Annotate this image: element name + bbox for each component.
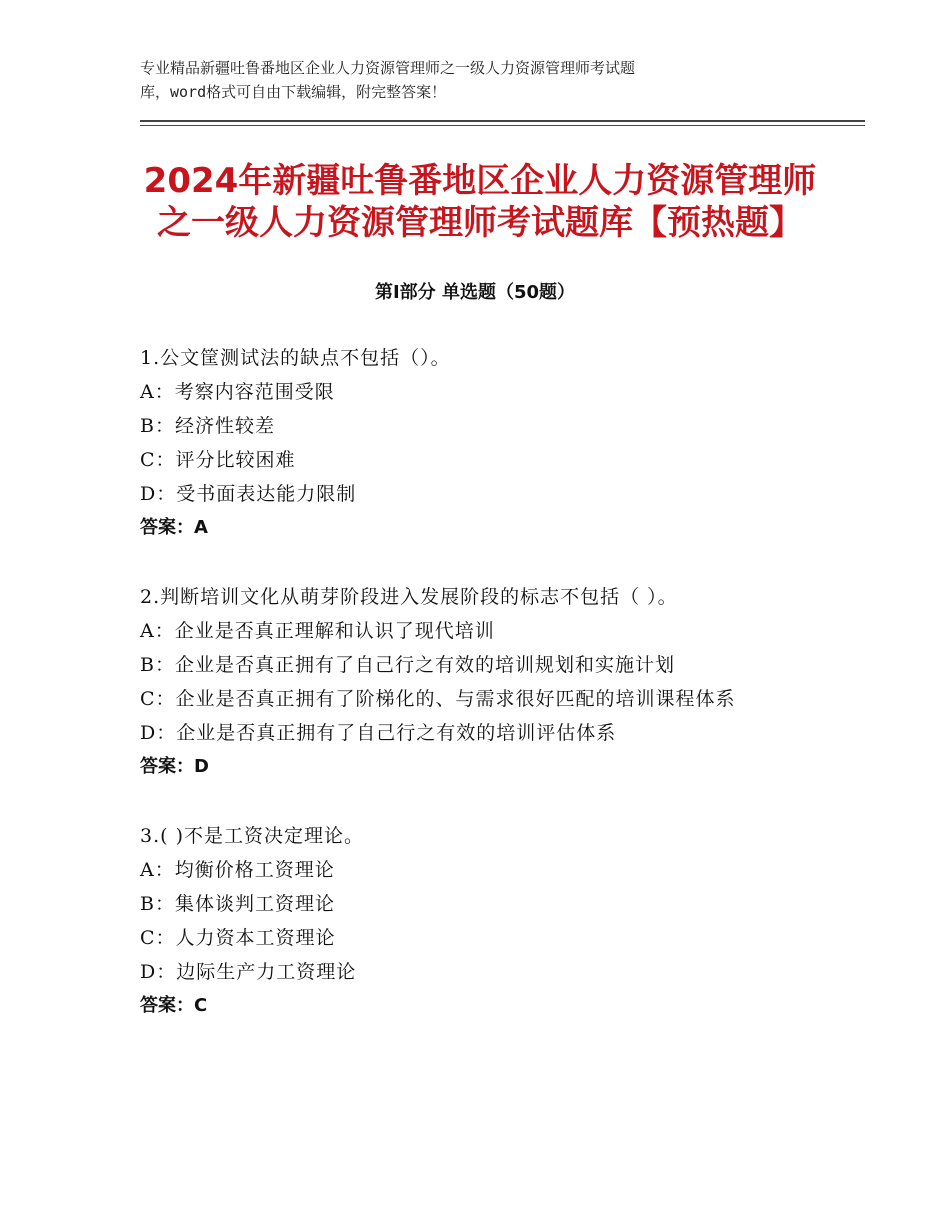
title-line-2: 之一级人力资源管理师考试题库【预热题】 — [157, 203, 803, 243]
option-b: B：企业是否真正拥有了自己行之有效的培训规划和实施计划 — [140, 654, 675, 676]
option-d: D：企业是否真正拥有了自己行之有效的培训评估体系 — [140, 722, 617, 744]
question-text: 3.( )不是工资决定理论。 — [140, 825, 364, 847]
option-a: A：均衡价格工资理论 — [140, 859, 335, 881]
answer: 答案：D — [140, 756, 209, 777]
option-c: C：人力资本工资理论 — [140, 927, 336, 949]
question-text: 2.判断培训文化从萌芽阶段进入发展阶段的标志不包括（ ）。 — [140, 586, 678, 608]
question-text: 1.公文筐测试法的缺点不包括（）。 — [140, 347, 451, 369]
option-a: A：考察内容范围受限 — [140, 381, 335, 403]
page-header — [140, 56, 820, 104]
option-b: B：集体谈判工资理论 — [140, 893, 335, 915]
option-d: D：受书面表达能力限制 — [140, 483, 357, 505]
header-divider-thin — [140, 125, 865, 126]
question-2 — [140, 580, 860, 784]
header-line-1: 专业精品新疆吐鲁番地区企业人力资源管理师之一级人力资源管理师考试题 — [140, 59, 636, 77]
document-title — [140, 160, 820, 244]
option-c: C：企业是否真正拥有了阶梯化的、与需求很好匹配的培训课程体系 — [140, 688, 736, 710]
question-1 — [140, 341, 860, 545]
section-heading: 第Ⅰ部分 单选题（50题） — [374, 282, 575, 303]
option-d: D：边际生产力工资理论 — [140, 961, 357, 983]
option-b: B：经济性较差 — [140, 415, 275, 437]
question-3 — [140, 819, 860, 1023]
option-c: C：评分比较困难 — [140, 449, 296, 471]
answer: 答案：A — [140, 517, 208, 538]
title-line-1: 2024年新疆吐鲁番地区企业人力资源管理师 — [143, 161, 817, 201]
header-line-2: 库，word格式可自由下载编辑，附完整答案！ — [140, 83, 447, 101]
answer: 答案：C — [140, 995, 208, 1016]
header-divider-thick — [140, 120, 865, 122]
option-a: A：企业是否真正理解和认识了现代培训 — [140, 620, 495, 642]
